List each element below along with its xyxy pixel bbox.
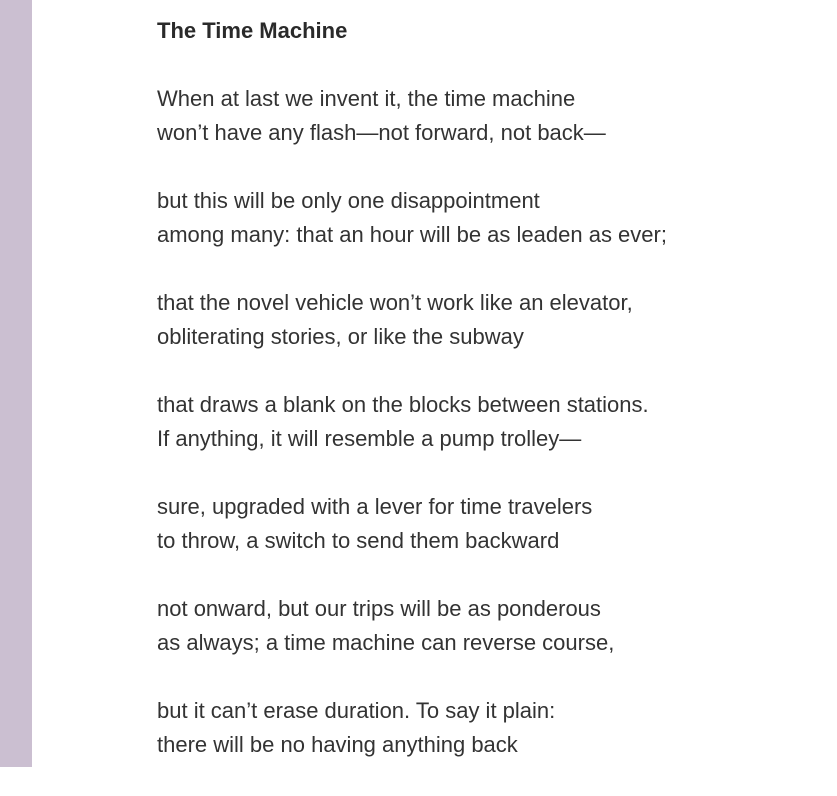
poem-line: If anything, it will resemble a pump trolley— — [157, 426, 582, 451]
stanza — [157, 184, 667, 252]
poem-line: to throw, a switch to send them backward — [157, 528, 560, 553]
left-accent-bar — [0, 0, 32, 767]
stanza — [157, 490, 667, 558]
poem-line: sure, upgraded with a lever for time travelers — [157, 494, 593, 519]
poem-line: that draws a blank on the blocks between stations. — [157, 392, 649, 417]
poem-line: won’t have any flash—not forward, not back— — [157, 120, 606, 145]
poem-line: obliterating stories, or like the subway — [157, 324, 524, 349]
stanza — [157, 286, 667, 354]
poem-line: there will be no having anything back — [157, 732, 518, 757]
poem-line: When at last we invent it, the time machine — [157, 86, 576, 111]
poem — [157, 14, 667, 796]
stanza — [157, 388, 667, 456]
stanza — [157, 592, 667, 660]
poem-line: but this will be only one disappointment — [157, 188, 540, 213]
stanza — [157, 694, 667, 762]
poem-line: but it can’t erase duration. To say it plain: — [157, 698, 556, 723]
stanza — [157, 82, 667, 150]
poem-title: The Time Machine — [157, 18, 348, 43]
poem-line: as always; a time machine can reverse course, — [157, 630, 615, 655]
poem-line: not onward, but our trips will be as ponderous — [157, 596, 601, 621]
poem-line: among many: that an hour will be as leaden as ever; — [157, 222, 667, 247]
poem-line: that the novel vehicle won’t work like an elevator, — [157, 290, 633, 315]
